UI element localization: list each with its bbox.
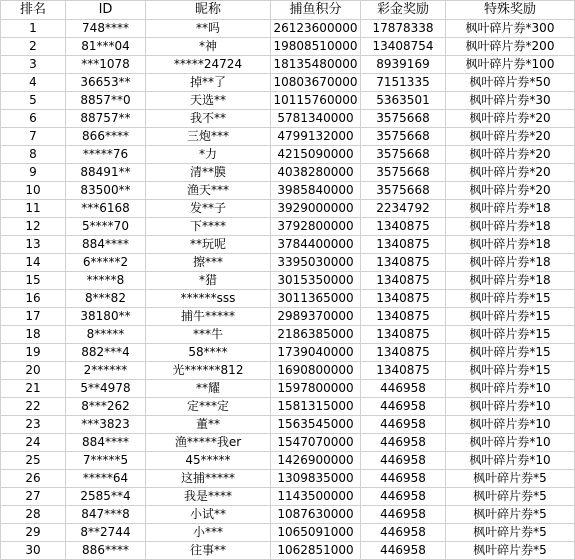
- table-row: [1, 128, 575, 146]
- header-rank: 排名: [1, 1, 66, 20]
- nickname-cell: 三炮***: [146, 128, 271, 146]
- table-row: [1, 146, 575, 164]
- jackpot-cell: 446958: [361, 434, 446, 452]
- points-cell: 1563545000: [271, 416, 361, 434]
- table-row: [1, 488, 575, 506]
- jackpot-cell: 446958: [361, 452, 446, 470]
- rank-cell: 7: [1, 128, 66, 146]
- rank-cell: 16: [1, 290, 66, 308]
- header-id: ID: [66, 1, 146, 20]
- table-row: [1, 110, 575, 128]
- table-row: [1, 362, 575, 380]
- nickname-cell: 渔*****我er: [146, 434, 271, 452]
- points-cell: 3784400000: [271, 236, 361, 254]
- nickname-cell: ***牛: [146, 326, 271, 344]
- rank-cell: 8: [1, 146, 66, 164]
- points-cell: 19808510000: [271, 38, 361, 56]
- nickname-cell: *神: [146, 38, 271, 56]
- points-cell: 26123600000: [271, 20, 361, 38]
- jackpot-cell: 1340875: [361, 362, 446, 380]
- jackpot-cell: 446958: [361, 470, 446, 488]
- special-reward-cell: 枫叶碎片券*18: [446, 200, 575, 218]
- jackpot-cell: 446958: [361, 542, 446, 560]
- points-cell: 3985840000: [271, 182, 361, 200]
- points-cell: 2186385000: [271, 326, 361, 344]
- table-row: [1, 398, 575, 416]
- table-row: [1, 506, 575, 524]
- rank-cell: 24: [1, 434, 66, 452]
- table-row: [1, 542, 575, 560]
- nickname-cell: 我是****: [146, 488, 271, 506]
- special-reward-cell: 枫叶碎片券*18: [446, 218, 575, 236]
- id-cell: *****64: [66, 470, 146, 488]
- table-row: [1, 326, 575, 344]
- nickname-cell: 45*****: [146, 452, 271, 470]
- points-cell: 3011365000: [271, 290, 361, 308]
- jackpot-cell: 1340875: [361, 272, 446, 290]
- special-reward-cell: 枫叶碎片券*20: [446, 164, 575, 182]
- jackpot-cell: 2234792: [361, 200, 446, 218]
- jackpot-cell: 1340875: [361, 254, 446, 272]
- points-cell: 3792800000: [271, 218, 361, 236]
- id-cell: 886****: [66, 542, 146, 560]
- special-reward-cell: 枫叶碎片券*10: [446, 434, 575, 452]
- nickname-cell: **玩呢: [146, 236, 271, 254]
- table-row: [1, 200, 575, 218]
- rank-cell: 17: [1, 308, 66, 326]
- id-cell: 8*****: [66, 326, 146, 344]
- id-cell: 8857**0: [66, 92, 146, 110]
- special-reward-cell: 枫叶碎片券*18: [446, 272, 575, 290]
- nickname-cell: **吗: [146, 20, 271, 38]
- special-reward-cell: 枫叶碎片券*20: [446, 182, 575, 200]
- rank-cell: 9: [1, 164, 66, 182]
- nickname-cell: 光******812: [146, 362, 271, 380]
- jackpot-cell: 446958: [361, 524, 446, 542]
- jackpot-cell: 446958: [361, 416, 446, 434]
- rank-cell: 6: [1, 110, 66, 128]
- nickname-cell: 掉**了: [146, 74, 271, 92]
- header-row: [1, 1, 575, 20]
- id-cell: 866****: [66, 128, 146, 146]
- id-cell: 8**2744: [66, 524, 146, 542]
- special-reward-cell: 枫叶碎片券*200: [446, 38, 575, 56]
- special-reward-cell: 枫叶碎片券*5: [446, 506, 575, 524]
- table-row: [1, 38, 575, 56]
- special-reward-cell: 枫叶碎片券*10: [446, 452, 575, 470]
- points-cell: 4215090000: [271, 146, 361, 164]
- points-cell: 3015350000: [271, 272, 361, 290]
- id-cell: 88491**: [66, 164, 146, 182]
- ranking-body: [1, 20, 575, 560]
- id-cell: 88757**: [66, 110, 146, 128]
- points-cell: 1143500000: [271, 488, 361, 506]
- id-cell: 2******: [66, 362, 146, 380]
- nickname-cell: 天选**: [146, 92, 271, 110]
- jackpot-cell: 3575668: [361, 146, 446, 164]
- table-row: [1, 254, 575, 272]
- nickname-cell: ******sss: [146, 290, 271, 308]
- jackpot-cell: 13408754: [361, 38, 446, 56]
- rank-cell: 26: [1, 470, 66, 488]
- special-reward-cell: 枫叶碎片券*10: [446, 380, 575, 398]
- rank-cell: 21: [1, 380, 66, 398]
- rank-cell: 2: [1, 38, 66, 56]
- points-cell: 2989370000: [271, 308, 361, 326]
- jackpot-cell: 446958: [361, 488, 446, 506]
- table-row: [1, 452, 575, 470]
- jackpot-cell: 3575668: [361, 128, 446, 146]
- table-row: [1, 56, 575, 74]
- nickname-cell: **耀: [146, 380, 271, 398]
- special-reward-cell: 枫叶碎片券*15: [446, 362, 575, 380]
- special-reward-cell: 枫叶碎片券*5: [446, 488, 575, 506]
- special-reward-cell: 枫叶碎片券*15: [446, 344, 575, 362]
- table-row: [1, 434, 575, 452]
- nickname-cell: 董**: [146, 416, 271, 434]
- points-cell: 18135480000: [271, 56, 361, 74]
- nickname-cell: 清**膜: [146, 164, 271, 182]
- table-row: [1, 380, 575, 398]
- points-cell: 3395030000: [271, 254, 361, 272]
- id-cell: 847***8: [66, 506, 146, 524]
- special-reward-cell: 枫叶碎片券*15: [446, 326, 575, 344]
- points-cell: 1581315000: [271, 398, 361, 416]
- special-reward-cell: 枫叶碎片券*10: [446, 416, 575, 434]
- table-row: [1, 20, 575, 38]
- rank-cell: 14: [1, 254, 66, 272]
- id-cell: 884****: [66, 236, 146, 254]
- jackpot-cell: 7151335: [361, 74, 446, 92]
- nickname-cell: 发**子: [146, 200, 271, 218]
- special-reward-cell: 枫叶碎片券*15: [446, 290, 575, 308]
- nickname-cell: 捕牛*****: [146, 308, 271, 326]
- jackpot-cell: 1340875: [361, 308, 446, 326]
- points-cell: 10803670000: [271, 74, 361, 92]
- special-reward-cell: 枫叶碎片券*50: [446, 74, 575, 92]
- table-row: [1, 182, 575, 200]
- nickname-cell: *猎: [146, 272, 271, 290]
- special-reward-cell: 枫叶碎片券*300: [446, 20, 575, 38]
- rank-cell: 1: [1, 20, 66, 38]
- table-row: [1, 236, 575, 254]
- special-reward-cell: 枫叶碎片券*30: [446, 92, 575, 110]
- table-row: [1, 164, 575, 182]
- nickname-cell: 这捕*****: [146, 470, 271, 488]
- header-fishing-points: 捕鱼积分: [271, 1, 361, 20]
- jackpot-cell: 1340875: [361, 218, 446, 236]
- table-row: [1, 74, 575, 92]
- id-cell: *****76: [66, 146, 146, 164]
- rank-cell: 27: [1, 488, 66, 506]
- points-cell: 1065091000: [271, 524, 361, 542]
- points-cell: 1062851000: [271, 542, 361, 560]
- special-reward-cell: 枫叶碎片券*5: [446, 524, 575, 542]
- nickname-cell: 我不**: [146, 110, 271, 128]
- points-cell: 1547070000: [271, 434, 361, 452]
- table-row: [1, 524, 575, 542]
- id-cell: 5****70: [66, 218, 146, 236]
- rank-cell: 18: [1, 326, 66, 344]
- rank-cell: 30: [1, 542, 66, 560]
- id-cell: 8***262: [66, 398, 146, 416]
- id-cell: ***6168: [66, 200, 146, 218]
- points-cell: 1087630000: [271, 506, 361, 524]
- points-cell: 4799132000: [271, 128, 361, 146]
- jackpot-cell: 8939169: [361, 56, 446, 74]
- nickname-cell: 小***: [146, 524, 271, 542]
- table-row: [1, 470, 575, 488]
- id-cell: 5**4978: [66, 380, 146, 398]
- points-cell: 1309835000: [271, 470, 361, 488]
- jackpot-cell: 1340875: [361, 344, 446, 362]
- id-cell: 36653**: [66, 74, 146, 92]
- rank-cell: 10: [1, 182, 66, 200]
- special-reward-cell: 枫叶碎片券*5: [446, 470, 575, 488]
- points-cell: 1597800000: [271, 380, 361, 398]
- nickname-cell: 下****: [146, 218, 271, 236]
- table-row: [1, 308, 575, 326]
- id-cell: 8***82: [66, 290, 146, 308]
- nickname-cell: *****24724: [146, 56, 271, 74]
- rank-cell: 25: [1, 452, 66, 470]
- rank-cell: 19: [1, 344, 66, 362]
- rank-cell: 5: [1, 92, 66, 110]
- points-cell: 1690800000: [271, 362, 361, 380]
- nickname-cell: 58****: [146, 344, 271, 362]
- id-cell: 884****: [66, 434, 146, 452]
- header-nickname: 昵称: [146, 1, 271, 20]
- rank-cell: 22: [1, 398, 66, 416]
- rank-cell: 15: [1, 272, 66, 290]
- table-row: [1, 272, 575, 290]
- id-cell: 38180**: [66, 308, 146, 326]
- id-cell: *****8: [66, 272, 146, 290]
- jackpot-cell: 446958: [361, 506, 446, 524]
- id-cell: 6*****2: [66, 254, 146, 272]
- jackpot-cell: 1340875: [361, 290, 446, 308]
- special-reward-cell: 枫叶碎片券*20: [446, 110, 575, 128]
- special-reward-cell: 枫叶碎片券*10: [446, 398, 575, 416]
- rank-cell: 4: [1, 74, 66, 92]
- rank-cell: 11: [1, 200, 66, 218]
- id-cell: 748****: [66, 20, 146, 38]
- rank-cell: 3: [1, 56, 66, 74]
- special-reward-cell: 枫叶碎片券*15: [446, 308, 575, 326]
- rank-cell: 20: [1, 362, 66, 380]
- jackpot-cell: 3575668: [361, 182, 446, 200]
- jackpot-cell: 5363501: [361, 92, 446, 110]
- points-cell: 4038280000: [271, 164, 361, 182]
- table-row: [1, 344, 575, 362]
- table-row: [1, 218, 575, 236]
- jackpot-cell: 17878338: [361, 20, 446, 38]
- special-reward-cell: 枫叶碎片券*20: [446, 146, 575, 164]
- nickname-cell: 定***定: [146, 398, 271, 416]
- jackpot-cell: 446958: [361, 380, 446, 398]
- id-cell: 2585**4: [66, 488, 146, 506]
- jackpot-cell: 1340875: [361, 326, 446, 344]
- nickname-cell: 擦***: [146, 254, 271, 272]
- id-cell: ***3823: [66, 416, 146, 434]
- table-row: [1, 416, 575, 434]
- rank-cell: 28: [1, 506, 66, 524]
- header-special-reward: 特殊奖励: [446, 1, 575, 20]
- id-cell: 7*****5: [66, 452, 146, 470]
- rank-cell: 29: [1, 524, 66, 542]
- nickname-cell: 渔天***: [146, 182, 271, 200]
- points-cell: 5781340000: [271, 110, 361, 128]
- special-reward-cell: 枫叶碎片券*20: [446, 128, 575, 146]
- jackpot-cell: 1340875: [361, 236, 446, 254]
- id-cell: 882***4: [66, 344, 146, 362]
- special-reward-cell: 枫叶碎片券*100: [446, 56, 575, 74]
- special-reward-cell: 枫叶碎片券*18: [446, 236, 575, 254]
- nickname-cell: 小试**: [146, 506, 271, 524]
- header-jackpot-reward: 彩金奖励: [361, 1, 446, 20]
- special-reward-cell: 枫叶碎片券*5: [446, 542, 575, 560]
- nickname-cell: *力: [146, 146, 271, 164]
- points-cell: 10115760000: [271, 92, 361, 110]
- special-reward-cell: 枫叶碎片券*18: [446, 254, 575, 272]
- rank-cell: 12: [1, 218, 66, 236]
- points-cell: 1739040000: [271, 344, 361, 362]
- rank-cell: 13: [1, 236, 66, 254]
- id-cell: ***1078: [66, 56, 146, 74]
- points-cell: 3929000000: [271, 200, 361, 218]
- table-row: [1, 92, 575, 110]
- jackpot-cell: 3575668: [361, 164, 446, 182]
- points-cell: 1426900000: [271, 452, 361, 470]
- jackpot-cell: 3575668: [361, 110, 446, 128]
- rank-cell: 23: [1, 416, 66, 434]
- id-cell: 83500**: [66, 182, 146, 200]
- table-row: [1, 290, 575, 308]
- jackpot-cell: 446958: [361, 398, 446, 416]
- id-cell: 81***04: [66, 38, 146, 56]
- nickname-cell: 往事**: [146, 542, 271, 560]
